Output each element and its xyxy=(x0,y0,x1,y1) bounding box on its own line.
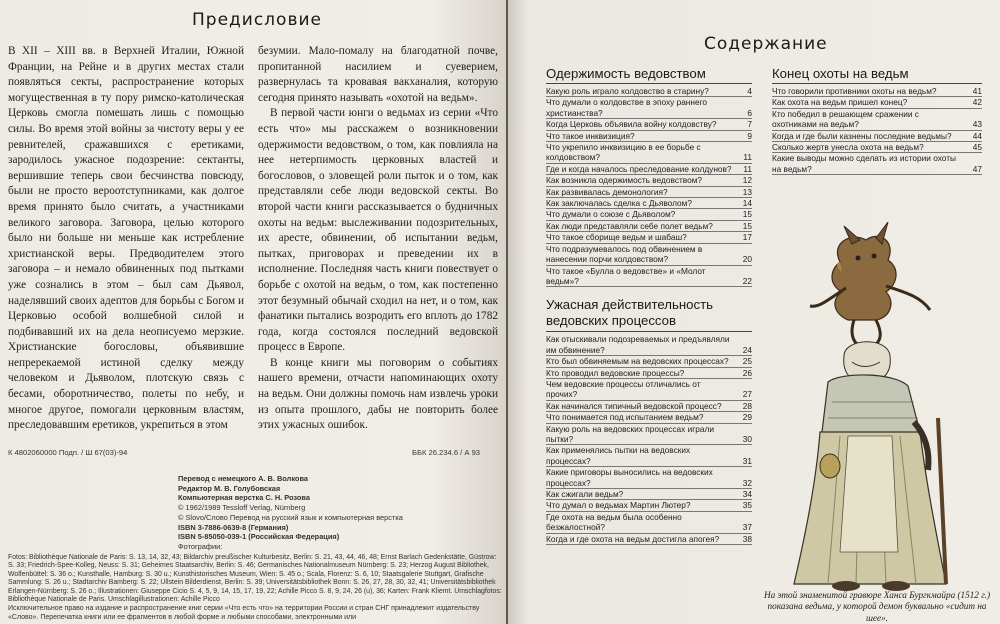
toc-entry xyxy=(546,266,752,288)
toc-entry-title: Как применялись пытки на ведовских процессах? xyxy=(546,445,691,466)
toc-entry xyxy=(772,153,982,175)
toc-entry-page-number: 4 xyxy=(747,86,752,96)
toc-entry-page-number: 41 xyxy=(972,86,982,96)
toc-entry-title: Чем ведовские процессы отличались от прочих? xyxy=(546,378,701,400)
preface-column-1 xyxy=(8,44,244,434)
toc-entry-page-number: 30 xyxy=(742,433,752,444)
preface-paragraph: безумии. Мало-помалу на благодатной почве, пропитанной насилием и суеверием, развернулась та кровавая вакханалия, которую сегодня принято называть «охотой на ведьм». xyxy=(258,45,498,104)
illustration-caption: На этой знаменитой гравюре Ханса Бургкмайра (1512 г.) показана ведьма, у которой демон буквально «сидит на шее». xyxy=(763,590,991,623)
toc-entry-page-number: 32 xyxy=(742,477,752,488)
toc-entry-title: Как заключалась сделка с Дьяволом? xyxy=(546,198,692,209)
toc-entry-page-number: 13 xyxy=(742,186,752,197)
imprint-codes-right: ББК 26.234.6 / А 93 xyxy=(412,448,481,457)
preface-paragraph: В XII – XIII вв. в Верхней Италии, Южной Франции, на Рейне и в других местах стали появляться секты, распространение которых могуществeнная в ту пору римско-католическая Церковь смогла помешать лишь с помощью силы. Во время этой войны за чистоту веры у ее ревнителей, сражавшихся с еретиками, зародилось ужасное подозрение: сектанты, вершившие теперь свои бесчинства повсюду, были не просто вероотступниками, как долгое время принято было считать, а участниками великого заговора. Заговора, целью которого было ни больше ни меньше как истребление христианской веры. Предводителем этого заговора – и немало обвиненных под пытками уже сознались в этом – был сам Дьявол, наделявший своих адептов для борьбы с Богом и Церковью особой волшебной силой и подбивавший их на дела неописуемо мерзкие. Христианские богословы, объявившие непререкаемой истиной сделку между человеком и Дьяволом, плотскую связь с бесами, оборотничество, полеты по небу, и многое другое, помогали церковным властям, преследовавшим еретиков, укрепиться в этом xyxy=(8,45,244,432)
toc-entry xyxy=(546,500,752,511)
toc-section-title: Ужасная действительность ведовских процессов xyxy=(546,297,713,329)
toc-entry-page-number: 7 xyxy=(747,119,752,130)
imprint-line: Редактор М. В. Голубовская xyxy=(178,483,281,493)
imprint-line: © 1962/1989 Tessloff Verlag, Nürnberg xyxy=(178,503,306,513)
toc-entry-title: Кто победил в решающем сражении с охотниками на ведьм? xyxy=(772,108,919,130)
preface-paragraph: В первой части юнги о ведьмах из серии «Что есть что» мы расскажем о возникновении одержимости ведовством, о том, как повлияла на нее нетерпимость церковных властей и богословов, о зловещей роли пыток и о том, как представляли себе люди ведовской секты. Во второй части книги рассказывается о будничных охоты на ведьм: выслеживании подозрительных, их аресте, обвинении, об испытании ведьм, пытках, приговорах и преведении их в исполнение. Последняя часть книги повествует о борьбе с охотой на ведьм, о том, как постепенно этот безумный обычай сходил на нет, и о том, как фанатики пытались возродить его вплоть до 1782 года, когда состоялся последний ведовской процесс в Европе. xyxy=(258,107,498,354)
toc-entry-title: Что понимается под испытанием ведьм? xyxy=(546,412,704,423)
witch-engraving-illustration xyxy=(770,222,992,594)
toc-entry xyxy=(546,356,752,367)
toc-entry-page-number: 44 xyxy=(972,130,982,141)
toc-entry-page-number: 15 xyxy=(742,209,752,220)
toc-entry-title: Где и когда началось преследование колдунов? xyxy=(546,163,732,174)
toc-entry xyxy=(546,175,752,186)
toc-entry-page-number: 29 xyxy=(742,412,752,423)
divider xyxy=(772,83,982,84)
toc-entry-page-number: 15 xyxy=(742,220,752,231)
imprint-line: ISBN 3-7886-0639-8 (Германия) xyxy=(178,522,289,532)
imprint-credits xyxy=(178,474,418,552)
toc-entry-title: Что думали о колдовстве в эпоху раннего христианства? xyxy=(546,97,708,118)
demon-figure xyxy=(810,222,930,346)
toc-entry xyxy=(546,467,752,489)
toc-entry-title: Какие выводы можно сделать из истории охоты на ведьм? xyxy=(772,153,956,174)
toc-entry-title: Как сжигали ведьм? xyxy=(546,489,624,499)
toc-entry-page-number: 45 xyxy=(972,142,982,153)
toc-entry-title: Когда и где были казнены последние ведьмы? xyxy=(772,130,952,141)
toc-entry-title: Что говорили противники охоты на ведьм? xyxy=(772,86,937,96)
toc-entry-page-number: 31 xyxy=(742,455,752,466)
contents-title: Содержание xyxy=(704,34,828,54)
toc-entry-page-number: 6 xyxy=(747,107,752,118)
toc-entry-page-number: 20 xyxy=(742,254,752,265)
toc-entry-page-number: 11 xyxy=(743,163,752,174)
toc-section-title: Конец охоты на ведьм xyxy=(772,66,909,81)
toc-entry-title: Что такое «Булла о ведовстве» и «Молот ведьм»? xyxy=(546,265,706,286)
toc-entry-page-number: 22 xyxy=(742,275,752,286)
witch-figure xyxy=(794,342,946,591)
toc-entry-page-number: 17 xyxy=(742,232,752,243)
toc-entry xyxy=(546,209,752,220)
imprint-photo-credits: Fotos: Bibliothèque Nationale de Paris: S. 13, 14, 32, 43; Bildarchiv preußischer Kulturbesitz, Berlin: S. 21, 43, 44, 46, 48; Ernst Barlach Gedenkstätte, Güstrow: S. 33; Friedrich-Spee-Kolleg, Neuss: S. 31; Geheimes Staatsarchiv, Berlin: S. 46; Germanisches Nationalmuseum Nürnberg: S. 23; Herzog August Bibliothek, Wolfenbüttel: S. 36 o.; Kunsthalle, Hamburg: S. 30 u.; Kunsthistorisches Museum, Wien: S. 45 o.; Scala, Florenz: S. 6, 10; Staatsgalerie Stuttgart, Grafische Sammlung: S. 26 u.; Stadtarchiv Bamberg: S. 22; Ullstein Bilderdienst, Berlin: S. 39; Universitätsbibliothek Bonn: S. 26, 27, 28, 30, 32, 41; Universitätsbibliothek Erlangen-Nürnberg: S. 26 o.; Illustrationen: Giuseppe Cicio S. 4, 5, 9, 14, 15, 17, 19, 22; Achille Picco S. 8, 9, 24, 26 (u), 36; Karten: Frank Kliemt. Umschlagfotos: Bibliothèque Nationale de Paris. Umschlagillustrationen: Achille Picco xyxy=(8,554,502,604)
toc-entry xyxy=(546,534,752,545)
imprint-rights: Исключительное право на издание и распространение книг серии «Что есть что» на территории России и стран СНГ принадлежит издательству «Слово». Перепечатка книги или ее фрагментов в любой форме и любыми способами, электронными или xyxy=(8,605,480,621)
toc-entry xyxy=(546,187,752,198)
toc-entry xyxy=(546,379,752,401)
imprint-line: © Slovo/Слово Перевод на русский язык и компьютерная верстка xyxy=(178,512,403,522)
toc-entry-title: Как развивалась демонология? xyxy=(546,186,668,197)
toc-entry-title: Что думали о союзе с Дьяволом? xyxy=(546,209,676,220)
toc-entry xyxy=(546,368,752,379)
toc-entry-title: Что укрепило инквизицию в ее борьбе с колдовством? xyxy=(546,142,701,163)
toc-entry-title: Как возникла одержимость ведовством? xyxy=(546,175,703,186)
toc-entry-page-number: 14 xyxy=(742,198,752,209)
toc-entry-page-number: 26 xyxy=(742,367,752,378)
toc-entry-title: Что такое сборище ведьм и шабаш? xyxy=(546,232,687,243)
toc-entry xyxy=(546,142,752,164)
toc-entry xyxy=(546,232,752,243)
toc-entry-title: Как отыскивали подозреваемых и предъявляли им обвинение? xyxy=(546,334,730,355)
preface-title: Предисловие xyxy=(192,10,322,30)
divider xyxy=(546,83,752,84)
toc-entry xyxy=(546,164,752,175)
imprint-line: Перевод с немецкого А. В. Волкова xyxy=(178,474,309,483)
toc-entry xyxy=(546,424,752,446)
toc-entry xyxy=(546,198,752,209)
toc-entry-page-number: 42 xyxy=(972,97,982,108)
toc-entry-title: Кто был обвиняемым на ведовских процессах? xyxy=(546,356,729,367)
toc-entry-page-number: 9 xyxy=(747,130,752,141)
toc-entry xyxy=(772,109,982,131)
toc-entry xyxy=(546,86,752,97)
toc-entry xyxy=(546,445,752,467)
toc-entry-title: Когда и где охота на ведьм достигла апогея? xyxy=(546,533,720,544)
divider xyxy=(546,331,752,332)
toc-entry xyxy=(546,334,752,356)
imprint-line: Фотографии: xyxy=(178,541,223,551)
toc-entry-page-number: 25 xyxy=(742,356,752,367)
toc-entry-title: Как начинался типичный ведовской процесс? xyxy=(546,400,722,411)
toc-section-title: Одержимость ведовством xyxy=(546,66,706,81)
toc-entry xyxy=(546,119,752,130)
toc-entry xyxy=(546,131,752,142)
toc-entry xyxy=(546,244,752,266)
toc-entry-page-number: 28 xyxy=(742,400,752,411)
toc-entry-title: Что думал о ведьмах Мартин Лютер? xyxy=(546,500,691,511)
preface-column-2 xyxy=(258,44,498,434)
toc-entry-title: Как люди представляли себе полет ведьм? xyxy=(546,220,713,231)
toc-section xyxy=(546,66,752,287)
toc-entry-title: Какую роль на ведовских процессах играли пытки? xyxy=(546,423,714,444)
toc-entry xyxy=(546,489,752,500)
toc-entry-title: Как охота на ведьм пришел конец? xyxy=(772,97,908,108)
toc-entry-page-number: 43 xyxy=(972,119,982,130)
toc-section xyxy=(546,297,752,545)
toc-entry-page-number: 12 xyxy=(742,175,752,186)
toc-entry-page-number: 34 xyxy=(742,489,752,499)
toc-entry-page-number: 27 xyxy=(742,389,752,400)
toc-entry-title: Что подразумевалось под обвинением в нанесении порчи колдовством? xyxy=(546,243,703,265)
toc-entry-title: Где охота на ведьм была особенно безжалостной? xyxy=(546,511,682,533)
toc-entry-title: Сколько жертв унесла охота на ведьм? xyxy=(772,142,924,153)
toc-entry xyxy=(546,412,752,423)
imprint-line: Компьютерная верстка С. Н. Розова xyxy=(178,493,310,503)
toc-column-right xyxy=(772,66,982,175)
toc-entry xyxy=(546,97,752,119)
toc-section xyxy=(772,66,982,175)
toc-entry-page-number: 47 xyxy=(972,163,982,174)
toc-entry-title: Что такое инквизиция? xyxy=(546,130,635,141)
toc-entry-title: Кто проводил ведовские процессы? xyxy=(546,367,685,378)
toc-entry xyxy=(546,401,752,412)
toc-entry xyxy=(546,221,752,232)
toc-entry-page-number: 11 xyxy=(743,152,752,163)
preface-paragraph: В конце книги мы поговорим о событиях нашего времени, отчасти напоминающих охоту на ведьм. Они должны помочь нам извлечь уроки из опыта прошлого, дабы не повторить более этих ужасных ошибок. xyxy=(258,356,498,432)
toc-entry-title: Какие приговоры выносились на ведовских процессах? xyxy=(546,467,713,488)
toc-entry-page-number: 38 xyxy=(742,533,752,544)
toc-entry xyxy=(772,142,982,153)
toc-entry-page-number: 35 xyxy=(742,500,752,511)
toc-entry-page-number: 37 xyxy=(742,522,752,533)
toc-entry xyxy=(772,131,982,142)
toc-entry-title: Какую роль играло колдовство в старину? xyxy=(546,86,709,96)
imprint-line: ISBN 5-85050-039-1 (Российская Федерация) xyxy=(178,532,340,542)
toc-entry xyxy=(772,86,982,97)
toc-entry xyxy=(772,97,982,108)
toc-entry xyxy=(546,512,752,534)
right-page xyxy=(508,0,1000,624)
toc-entry-title: Когда Церковь объявила войну колдовству? xyxy=(546,119,717,130)
imprint-codes-left: К 4802060000 Подп. / Ш 67(03)-94 xyxy=(8,448,128,457)
toc-column-left xyxy=(546,66,752,545)
toc-entry-page-number: 24 xyxy=(742,344,752,355)
